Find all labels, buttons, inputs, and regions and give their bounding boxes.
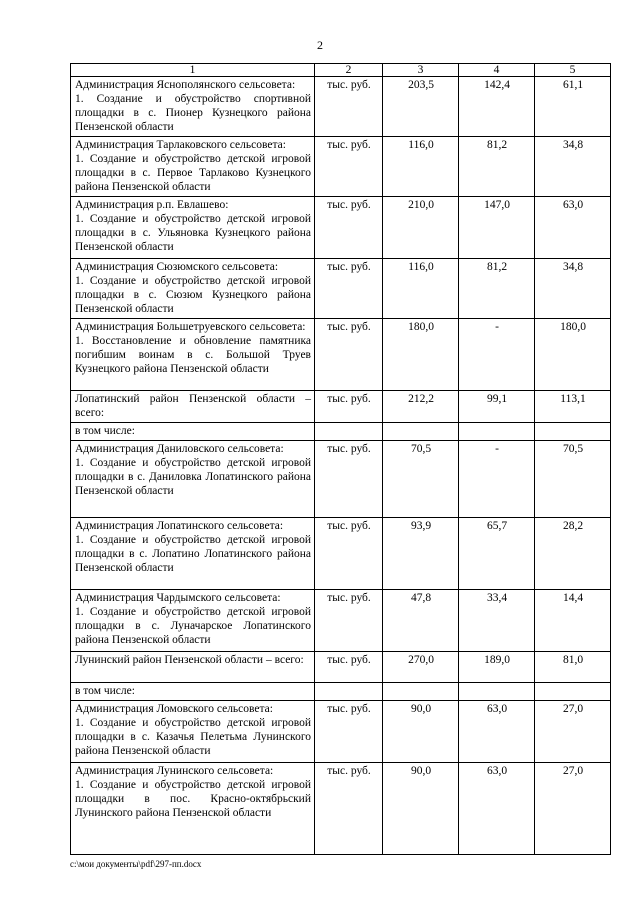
row-item: 1. Создание и обустройство детской игровой площадки в с. Лопатино Лопатинского района Пензенской области	[75, 534, 311, 574]
value-col3	[383, 423, 459, 441]
unit-cell: тыс. руб.	[315, 652, 383, 683]
row-title: Администрация Даниловского сельсовета:	[75, 443, 284, 455]
table-row	[71, 319, 611, 391]
row-title: Администрация Яснополянского сельсовета:	[75, 79, 296, 91]
value-col4: 142,4	[459, 77, 535, 137]
value-col4: 81,2	[459, 137, 535, 197]
unit-cell	[315, 423, 383, 441]
row-title: Лунинский район Пензенской области – всего:	[75, 654, 304, 666]
row-description	[71, 423, 315, 441]
table-row	[71, 77, 611, 137]
value-col5: 81,0	[535, 652, 611, 683]
value-col3: 70,5	[383, 441, 459, 518]
row-description	[71, 197, 315, 259]
unit-cell: тыс. руб.	[315, 137, 383, 197]
value-col5	[535, 423, 611, 441]
unit-cell: тыс. руб.	[315, 763, 383, 855]
unit-cell: тыс. руб.	[315, 701, 383, 763]
unit-cell: тыс. руб.	[315, 441, 383, 518]
row-description	[71, 763, 315, 855]
table-row	[71, 259, 611, 319]
row-title: в том числе:	[75, 685, 135, 697]
row-title: Администрация Большетруевского сельсовета:	[75, 321, 306, 333]
unit-cell: тыс. руб.	[315, 590, 383, 652]
table-row	[71, 701, 611, 763]
value-col4: 99,1	[459, 391, 535, 423]
value-col5: 27,0	[535, 701, 611, 763]
row-item: 1. Создание и обустройство детской игровой площадки в пос. Красно-октябрьский Лунинского района Пензенской области	[75, 779, 311, 819]
value-col3: 47,8	[383, 590, 459, 652]
column-header-3: 3	[383, 64, 459, 77]
table-row	[71, 137, 611, 197]
value-col3: 180,0	[383, 319, 459, 391]
value-col5: 113,1	[535, 391, 611, 423]
value-col3: 93,9	[383, 518, 459, 590]
row-title: Администрация Сюзюмского сельсовета:	[75, 261, 279, 273]
table-row	[71, 197, 611, 259]
value-col5: 61,1	[535, 77, 611, 137]
value-col5: 27,0	[535, 763, 611, 855]
column-header-1: 1	[71, 64, 315, 77]
column-header-5: 5	[535, 64, 611, 77]
unit-cell: тыс. руб.	[315, 197, 383, 259]
value-col3: 210,0	[383, 197, 459, 259]
table-row	[71, 441, 611, 518]
row-description	[71, 701, 315, 763]
value-col4: -	[459, 441, 535, 518]
row-item: 1. Создание и обустройство детской игровой площадки в с. Первое Тарлаково Кузнецкого района Пензенской области	[75, 153, 311, 193]
value-col5	[535, 683, 611, 701]
unit-cell	[315, 683, 383, 701]
table-row	[71, 518, 611, 590]
value-col5: 34,8	[535, 259, 611, 319]
value-col3: 90,0	[383, 763, 459, 855]
row-description	[71, 441, 315, 518]
value-col5: 180,0	[535, 319, 611, 391]
row-title: в том числе:	[75, 425, 135, 437]
row-item: 1. Создание и обустройство детской игровой площадки в с. Даниловка Лопатинского района Пензенской области	[75, 457, 311, 497]
value-col4: 33,4	[459, 590, 535, 652]
row-item: 1. Восстановление и обновление памятника погибшим воинам в с. Большой Труев Кузнецкого района Пензенской области	[75, 335, 311, 375]
row-description	[71, 652, 315, 683]
row-description	[71, 683, 315, 701]
row-title: Администрация Ломовского сельсовета:	[75, 703, 273, 715]
row-item: 1. Создание и обустройство детской игровой площадки в с. Луначарское Лопатинского района Пензенской области	[75, 606, 311, 646]
value-col5: 28,2	[535, 518, 611, 590]
value-col4: 63,0	[459, 763, 535, 855]
row-description	[71, 590, 315, 652]
row-title: Администрация р.п. Евлашево:	[75, 199, 229, 211]
table-row	[71, 590, 611, 652]
unit-cell: тыс. руб.	[315, 77, 383, 137]
value-col3: 203,5	[383, 77, 459, 137]
value-col5: 70,5	[535, 441, 611, 518]
value-col4	[459, 683, 535, 701]
row-item: 1. Создание и обустройство спортивной площадки в с. Пионер Кузнецкого района Пензенской области	[75, 93, 311, 133]
page-number: 2	[317, 38, 323, 52]
row-title: Администрация Тарлаковского сельсовета:	[75, 139, 286, 151]
value-col4: 147,0	[459, 197, 535, 259]
value-col5: 34,8	[535, 137, 611, 197]
value-col3: 212,2	[383, 391, 459, 423]
row-title: Администрация Лопатинского сельсовета:	[75, 520, 284, 532]
budget-table	[70, 63, 611, 855]
file-path-footer: c:\мои документы\pdf\297-пп.docx	[70, 859, 202, 869]
row-title: Администрация Лунинского сельсовета:	[75, 765, 274, 777]
table-row	[71, 423, 611, 441]
row-item: 1. Создание и обустройство детской игровой площадки в с. Ульяновка Кузнецкого района Пензенской области	[75, 213, 311, 253]
value-col4: 63,0	[459, 701, 535, 763]
value-col4	[459, 423, 535, 441]
value-col3: 90,0	[383, 701, 459, 763]
value-col3	[383, 683, 459, 701]
table-row	[71, 763, 611, 855]
value-col3: 270,0	[383, 652, 459, 683]
value-col4: 65,7	[459, 518, 535, 590]
table-row	[71, 652, 611, 683]
value-col3: 116,0	[383, 259, 459, 319]
table-row	[71, 391, 611, 423]
row-item: 1. Создание и обустройство детской игровой площадки в с. Казачья Пелетьма Лунинского района Пензенской области	[75, 717, 311, 757]
row-description	[71, 77, 315, 137]
value-col4: 189,0	[459, 652, 535, 683]
table-row	[71, 683, 611, 701]
row-description	[71, 137, 315, 197]
row-item: 1. Создание и обустройство детской игровой площадки в с. Сюзюм Кузнецкого района Пензенской области	[75, 275, 311, 315]
value-col3: 116,0	[383, 137, 459, 197]
unit-cell: тыс. руб.	[315, 319, 383, 391]
column-header-2: 2	[315, 64, 383, 77]
value-col4: 81,2	[459, 259, 535, 319]
table-header-row	[71, 64, 611, 77]
row-description	[71, 259, 315, 319]
value-col5: 63,0	[535, 197, 611, 259]
value-col4: -	[459, 319, 535, 391]
value-col5: 14,4	[535, 590, 611, 652]
unit-cell: тыс. руб.	[315, 518, 383, 590]
unit-cell: тыс. руб.	[315, 259, 383, 319]
column-header-4: 4	[459, 64, 535, 77]
row-title: Администрация Чардымского сельсовета:	[75, 592, 281, 604]
row-description	[71, 518, 315, 590]
row-description	[71, 319, 315, 391]
row-title: Лопатинский район Пензенской области – всего:	[75, 393, 311, 419]
row-description	[71, 391, 315, 423]
unit-cell: тыс. руб.	[315, 391, 383, 423]
